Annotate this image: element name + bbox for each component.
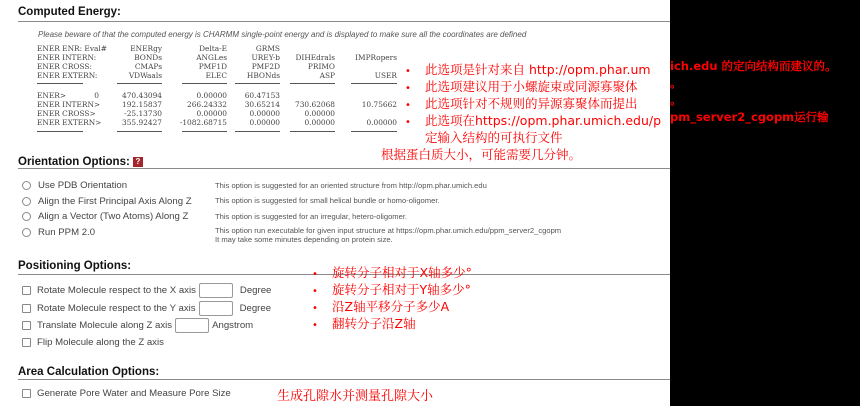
rotate-x-degree-input[interactable] xyxy=(199,283,233,298)
rotate-x-option: Rotate Molecule respect to the X axis Degree xyxy=(22,283,271,298)
annotation-item-continued: 定输入结构的可执行文件 xyxy=(425,130,563,145)
table-rule xyxy=(182,131,227,132)
table-rule xyxy=(37,83,83,84)
translate-z-option: Translate Molecule along Z axis Angstrom xyxy=(22,318,253,333)
rotate-y-checkbox[interactable] xyxy=(22,304,31,313)
table-rule xyxy=(235,83,280,84)
table-rule xyxy=(290,131,335,132)
help-icon[interactable]: ? xyxy=(133,157,143,167)
table-rule xyxy=(351,131,397,132)
table-rule xyxy=(182,83,227,84)
charmm-gui-options-page: Computed Energy: Please beware of that the computed energy is CHARMM single-point energy and is displayed to make sure all the coordinates are defined ENER ENR: Eval# ENERgy Delta-E GRMS ENER INTERN: BONDs ANGLes UREY-b DIHEdrals IMPRopers ENER CROSS: CMAPs PMF1D PMF2D PRIMO ENER EXTERN: VDWaals ELEC HBONds ASP USER ENER> 0 470.43094 0.00000 60.47153 ENER INTERN> 192.15837 266.24332 30.65214 730.62068 10.75662 ENER CROSS> -25.13730 0.00000 0.00000 0.00000 ENER EXTERN> 355.92427 -1082.68715 0.00000 0.00000 0.00000 Orientation Options: ? Use PDB Orientation This option is suggested for an oriented structure from http://opm.phar.umich.edu Align the First Principal Axis Along Z This option is suggested for small helical bundle or homo-oligomer. Align a Vector (Two Atoms) Along Z This option is suggested for an irregular, hetero-oligomer. Run PPM 2.0 This option run executable for given input structure at https://opm.phar.umich.edu/ppm_server2_cgopm It may take some minutes depending on protein size. Positioning Options: Rotate Molecule respect to the X axis Degree Rotate Molecule respect to the Y axis Degree Translate Molecule along Z axis Angstrom Flip Molecule along the Z axis Area Calculation Options: Generate Pore Water and Measure Pore Size • 此选项是针对来自 http://opm.phar.um • 此选项建议用于小螺旋束或同源寡聚体 • 此选项针对不规则的异源寡聚体而提出 • 此选项在https://opm.phar.umich.edu/p 定输入结构的可执行文件 根据蛋白质大小，可能需要几分钟。 • 旋转分子相对于X轴多少° • 旋转分子相对于Y轴多少° • 沿Z轴平移分子多少A • 翻转分子沿Z轴 生成孔隙水并测量孔隙大小 xyxy=(0,0,670,406)
radio-button[interactable] xyxy=(22,228,31,237)
table-rule xyxy=(37,131,83,132)
flip-z-checkbox[interactable] xyxy=(22,338,31,347)
radio-align-first-principal-axis[interactable]: Align the First Principal Axis Along Z xyxy=(22,196,192,207)
generate-pore-water-checkbox[interactable] xyxy=(22,389,31,398)
computed-energy-title: Computed Energy: xyxy=(18,6,121,18)
table-rule xyxy=(117,131,162,132)
area-calculation-options-title: Area Calculation Options: xyxy=(18,366,160,378)
rotate-y-degree-input[interactable] xyxy=(199,301,233,316)
table-rule xyxy=(290,83,335,84)
radio-button[interactable] xyxy=(22,197,31,206)
option-description: This option is suggested for an oriented structure from http://opm.phar.umich.edu xyxy=(215,181,487,190)
annotation-item: • 沿Z轴平移分子多少A xyxy=(312,299,450,314)
section-divider xyxy=(18,21,670,22)
radio-button[interactable] xyxy=(22,181,31,190)
overflow-annotation: 。 xyxy=(670,93,682,107)
flip-z-option: Flip Molecule along the Z axis xyxy=(22,337,164,348)
annotation-item: • 翻转分子沿Z轴 xyxy=(312,316,416,331)
radio-button[interactable] xyxy=(22,212,31,221)
table-rule xyxy=(351,83,397,84)
rotate-y-option: Rotate Molecule respect to the Y axis Degree xyxy=(22,301,271,316)
area-annotation: 生成孔隙水并测量孔隙大小 xyxy=(277,389,434,404)
radio-run-ppm[interactable]: Run PPM 2.0 xyxy=(22,227,95,238)
black-overlay-panel xyxy=(670,0,860,406)
annotation-item: • 此选项针对不规则的异源寡聚体而提出 xyxy=(405,96,638,111)
section-divider xyxy=(18,379,670,380)
section-divider xyxy=(18,168,670,169)
radio-align-vector[interactable]: Align a Vector (Two Atoms) Along Z xyxy=(22,211,188,222)
overflow-annotation: ich.edu 的定向结构而建议的。 xyxy=(670,59,837,73)
translate-z-angstrom-input[interactable] xyxy=(175,318,209,333)
annotation-extra: 根据蛋白质大小，可能需要几分钟。 xyxy=(381,147,582,162)
annotation-item: • 此选项建议用于小螺旋束或同源寡聚体 xyxy=(405,79,638,94)
energy-note: Please beware of that the computed energy is CHARMM single-point energy and is displayed to make sure all the coordinates are defined xyxy=(38,30,527,39)
translate-z-checkbox[interactable] xyxy=(22,321,31,330)
table-rule xyxy=(117,83,162,84)
positioning-options-title: Positioning Options: xyxy=(18,260,132,272)
radio-use-pdb-orientation[interactable]: Use PDB Orientation xyxy=(22,180,127,191)
overflow-annotation: pm_server2_cgopm运行输 xyxy=(670,110,829,124)
annotation-item: • 旋转分子相对于X轴多少° xyxy=(312,265,472,280)
rotate-x-checkbox[interactable] xyxy=(22,286,31,295)
option-description-secondary: It may take some minutes depending on protein size. xyxy=(215,235,393,244)
annotation-item: • 此选项是针对来自 http://opm.phar.um xyxy=(405,62,651,77)
annotation-item: • 此选项在https://opm.phar.umich.edu/p xyxy=(405,113,662,128)
option-description: This option run executable for given input structure at https://opm.phar.umich.edu/ppm_server2_cgopm xyxy=(215,226,562,235)
generate-pore-water-option: Generate Pore Water and Measure Pore Size xyxy=(22,388,231,399)
option-description: This option is suggested for small helical bundle or homo-oligomer. xyxy=(215,196,440,205)
orientation-options-title: Orientation Options: xyxy=(18,156,130,168)
overflow-annotation: 。 xyxy=(670,76,682,90)
annotation-item: • 旋转分子相对于Y轴多少° xyxy=(312,282,471,297)
table-rule xyxy=(235,131,280,132)
option-description: This option is suggested for an irregular, hetero-oligomer. xyxy=(215,212,408,221)
